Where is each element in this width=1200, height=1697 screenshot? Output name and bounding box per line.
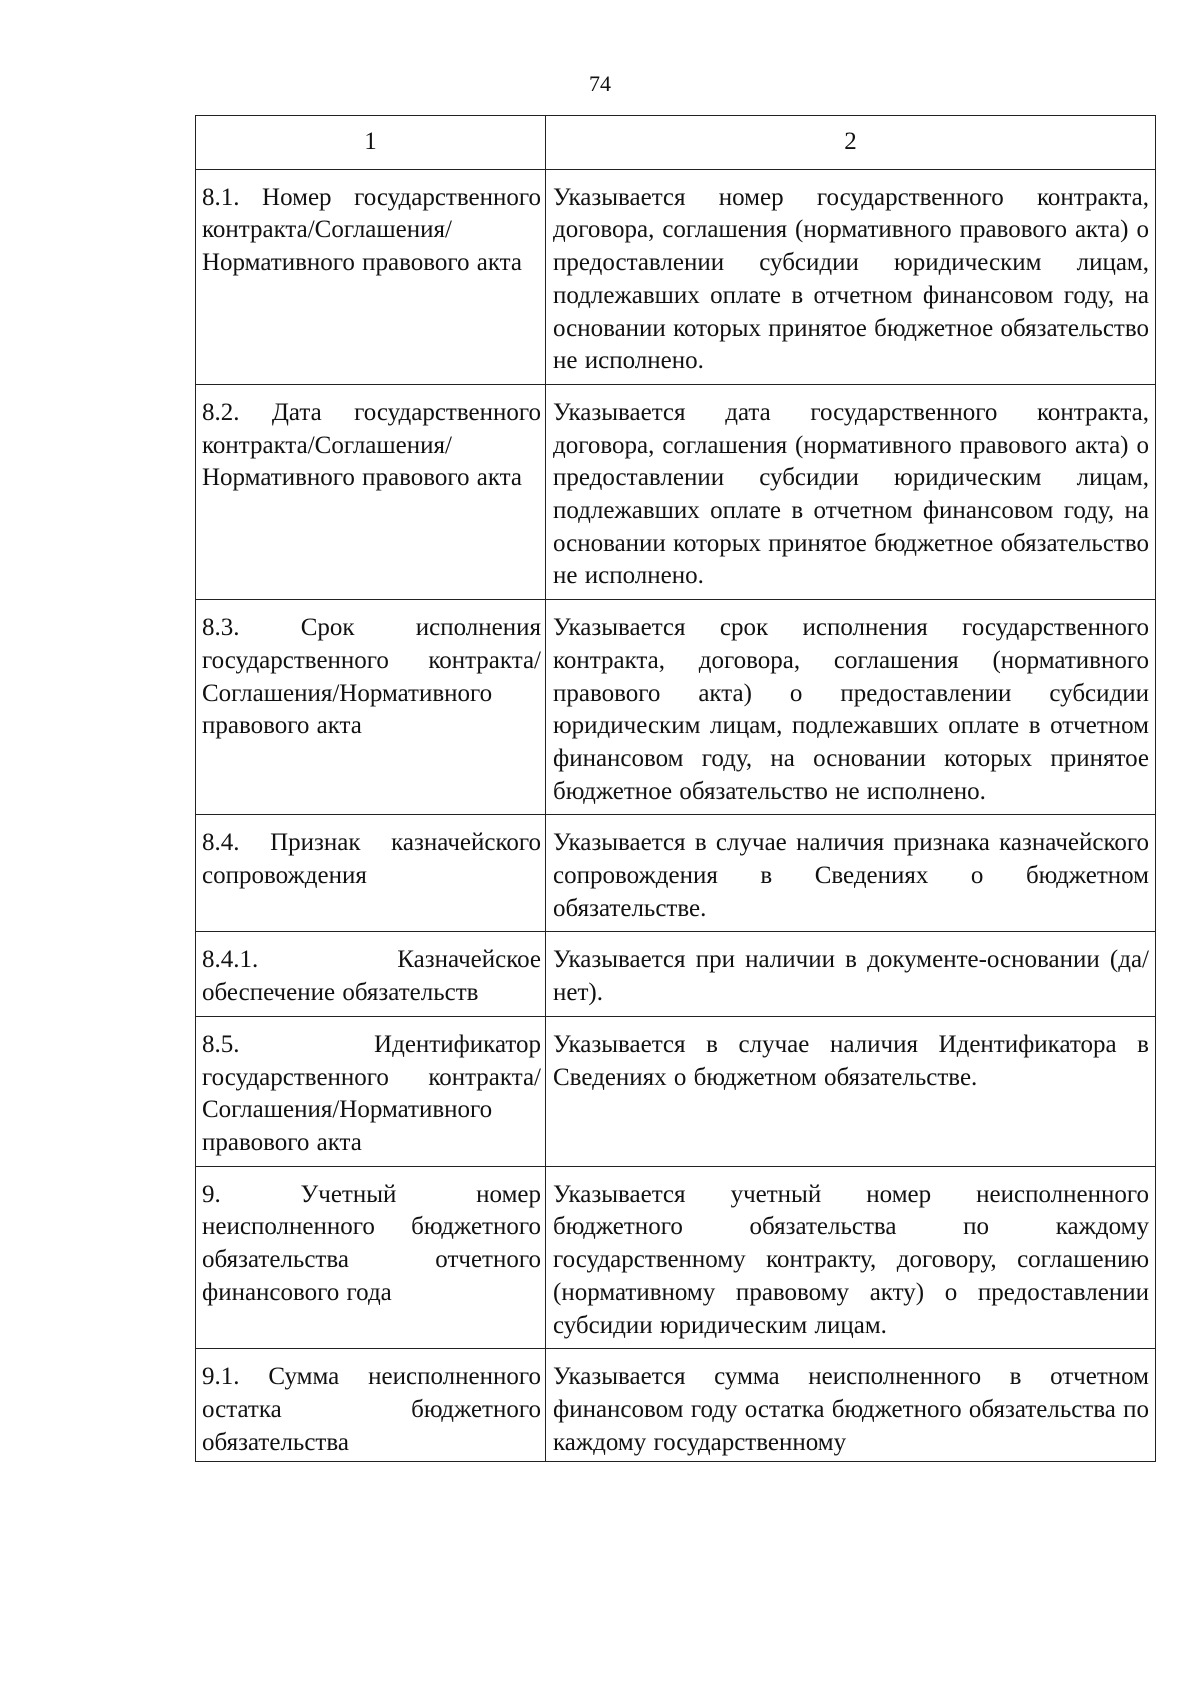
table-header-row [196, 116, 1156, 170]
field-description-cell: Указывается сумма неисполненного в отчетном финансовом году остатка бюджетного обязательства по каждому государственному [546, 1349, 1156, 1462]
table-row [196, 932, 1156, 1016]
field-name-cell: 8.4.1. Казначейское обеспечение обязательств [196, 932, 546, 1016]
table-row [196, 1166, 1156, 1349]
page-number: 74 [589, 71, 611, 96]
table-row [196, 1016, 1156, 1166]
table-row [196, 169, 1156, 384]
field-description-cell: Указывается дата государственного контракта, договора, соглашения (нормативного правового акта) о предоставлении субсидии юридическим лицам, подлежавших оплате в отчетном финансовом году, на основании которых принятое бюджетное обязательство не исполнено. [546, 384, 1156, 599]
table-row [196, 600, 1156, 815]
field-name-cell: 9.1. Сумма неисполненного остатка бюджетного обязательства [196, 1349, 546, 1462]
field-description-cell: Указывается срок исполнения государственного контракта, договора, соглашения (нормативного правового акта) о предоставлении субсидии юридическим лицам, подлежавших оплате в отчетном финансовом году, на основании которых принятое бюджетное обязательство не исполнено. [546, 600, 1156, 815]
table-row [196, 815, 1156, 932]
field-description-cell: Указывается в случае наличия Идентификатора в Сведениях о бюджетном обязательстве. [546, 1016, 1156, 1166]
field-description-cell: Указывается в случае наличия признака казначейского сопровождения в Сведениях о бюджетном обязательстве. [546, 815, 1156, 932]
field-name-cell: 8.5. Идентификатор государственного контракта/Соглашения/Нормативного правового акта [196, 1016, 546, 1166]
field-description-cell: Указывается при наличии в документе-основании (да/нет). [546, 932, 1156, 1016]
field-name-cell: 8.3. Срок исполнения государственного контракта/Соглашения/Нормативного правового акта [196, 600, 546, 815]
field-description-cell: Указывается учетный номер неисполненного бюджетного обязательства по каждому государственному контракту, договору, соглашению (нормативному правовому акту) о предоставлении субсидии юридическим лицам. [546, 1166, 1156, 1349]
table-row [196, 1349, 1156, 1462]
requirements-table [195, 115, 1156, 1462]
column-header-2: 2 [546, 116, 1156, 170]
field-name-cell: 8.1. Номер государственного контракта/Соглашения/Нормативного правового акта [196, 169, 546, 384]
column-header-1: 1 [196, 116, 546, 170]
field-description-cell: Указывается номер государственного контракта, договора, соглашения (нормативного правового акта) о предоставлении субсидии юридическим лицам, подлежавших оплате в отчетном финансовом году, на основании которых принятое бюджетное обязательство не исполнено. [546, 169, 1156, 384]
field-name-cell: 9. Учетный номер неисполненного бюджетного обязательства отчетного финансового года [196, 1166, 546, 1349]
table-row [196, 384, 1156, 599]
field-name-cell: 8.4. Признак казначейского сопровождения [196, 815, 546, 932]
field-name-cell: 8.2. Дата государственного контракта/Соглашения/Нормативного правового акта [196, 384, 546, 599]
